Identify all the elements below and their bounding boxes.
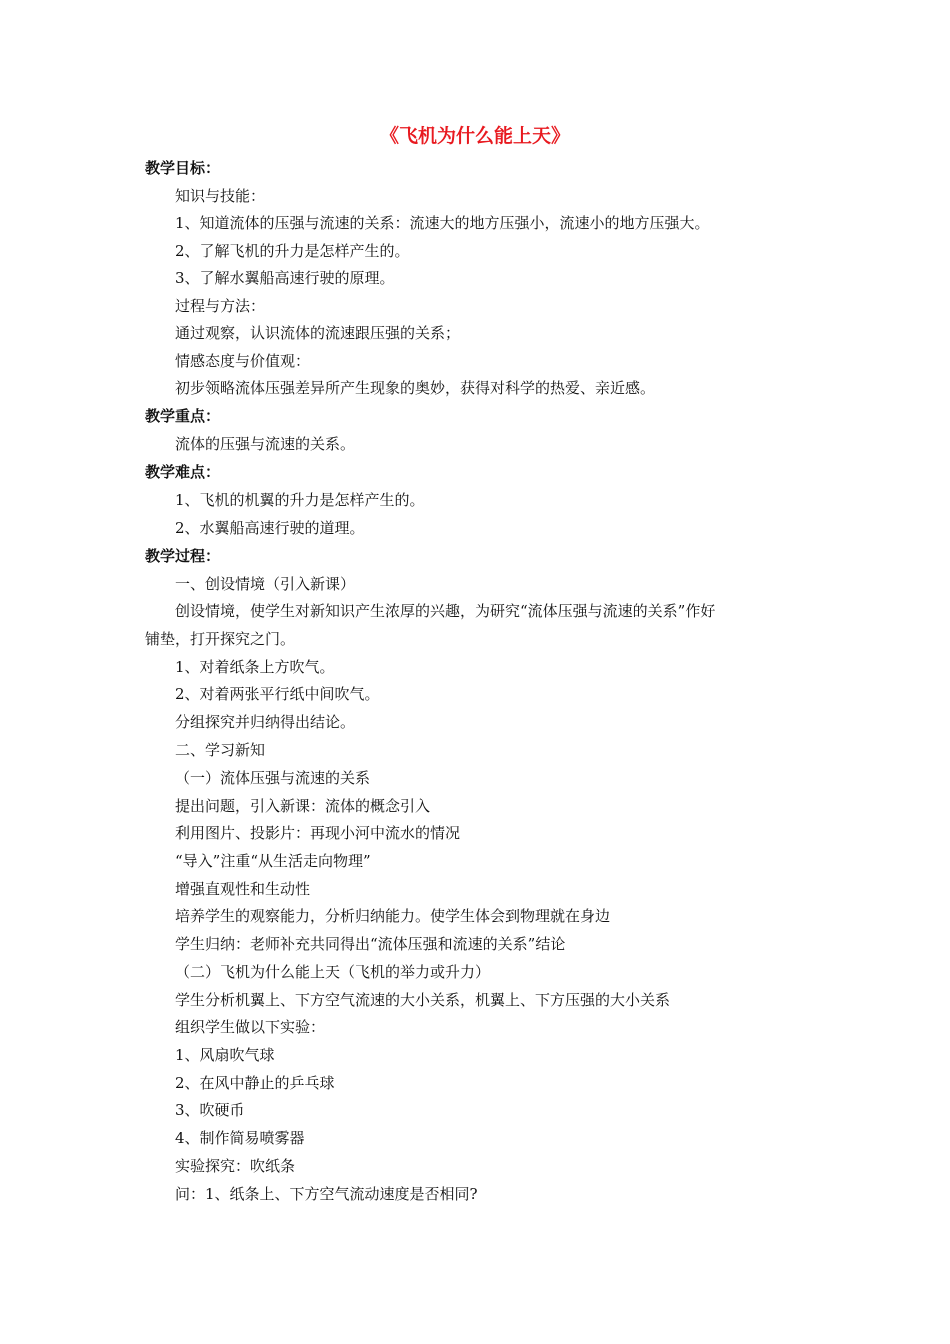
goals-line: 过程与方法： bbox=[175, 297, 266, 315]
goals-line: 3、了解水翼船高速行驶的原理。 bbox=[175, 269, 395, 287]
goals-line: 1、知道流体的压强与流速的关系：流速大的地方压强小，流速小的地方压强大。 bbox=[175, 214, 710, 232]
process-line: 3、吹硬币 bbox=[175, 1101, 245, 1119]
goals-line: 初步领略流体压强差异所产生现象的奥妙，获得对科学的热爱、亲近感。 bbox=[175, 379, 656, 397]
difficulties-line: 2、水翼船高速行驶的道理。 bbox=[175, 519, 365, 537]
process-line: 二、学习新知 bbox=[175, 741, 266, 759]
process-line: 1、对着纸条上方吹气。 bbox=[175, 658, 335, 676]
process-line: “导入”注重“从生活走向物理” bbox=[175, 852, 371, 870]
section-heading-goals: 教学目标： bbox=[145, 159, 221, 177]
process-line: 4、制作简易喷雾器 bbox=[175, 1129, 305, 1147]
goals-line: 情感态度与价值观： bbox=[175, 352, 311, 370]
difficulties-line: 1、飞机的机翼的升力是怎样产生的。 bbox=[175, 491, 425, 509]
goals-line: 2、了解飞机的升力是怎样产生的。 bbox=[175, 242, 410, 260]
process-line: （二）飞机为什么能上天（飞机的举力或升力） bbox=[175, 963, 491, 981]
process-line: 1、风扇吹气球 bbox=[175, 1046, 275, 1064]
process-line: 铺垫，打开探究之门。 bbox=[145, 630, 296, 648]
process-line: 一、创设情境（引入新课） bbox=[175, 575, 356, 593]
goals-line: 知识与技能： bbox=[175, 187, 266, 205]
process-line: 利用图片、投影片：再现小河中流水的情况 bbox=[175, 824, 461, 842]
process-line: 提出问题，引入新课：流体的概念引入 bbox=[175, 797, 431, 815]
process-line: 学生分析机翼上、下方空气流速的大小关系，机翼上、下方压强的大小关系 bbox=[175, 991, 671, 1009]
process-line: （一）流体压强与流速的关系 bbox=[175, 769, 371, 787]
key-points-line: 流体的压强与流速的关系。 bbox=[175, 435, 356, 453]
process-line: 学生归纳：老师补充共同得出“流体压强和流速的关系”结论 bbox=[175, 935, 566, 953]
page-title: 《飞机为什么能上天》 bbox=[379, 125, 570, 147]
process-line: 培养学生的观察能力，分析归纳能力。使学生体会到物理就在身边 bbox=[175, 907, 611, 925]
section-heading-difficulties: 教学难点： bbox=[145, 463, 221, 481]
section-heading-process: 教学过程： bbox=[145, 547, 221, 565]
process-line: 实验探究：吹纸条 bbox=[175, 1157, 296, 1175]
process-line: 分组探究并归纳得出结论。 bbox=[175, 713, 356, 731]
section-heading-key-points: 教学重点： bbox=[145, 407, 221, 425]
process-line: 增强直观性和生动性 bbox=[175, 880, 311, 898]
process-line: 创设情境，使学生对新知识产生浓厚的兴趣，为研究“流体压强与流速的关系”作好 bbox=[175, 602, 716, 620]
process-line: 组织学生做以下实验： bbox=[175, 1018, 326, 1036]
goals-line: 通过观察，认识流体的流速跟压强的关系； bbox=[175, 324, 461, 342]
process-line: 2、对着两张平行纸中间吹气。 bbox=[175, 685, 380, 703]
process-line: 2、在风中静止的乒乓球 bbox=[175, 1074, 335, 1092]
process-line: 问：1、纸条上、下方空气流动速度是否相同? bbox=[175, 1185, 478, 1203]
